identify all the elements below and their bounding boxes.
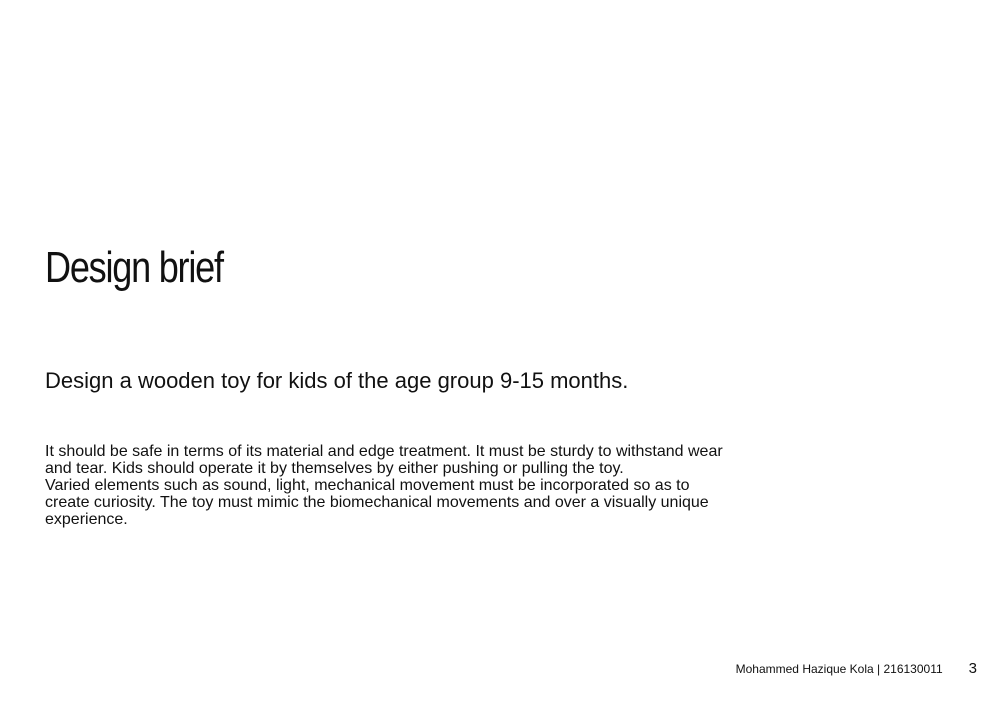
author-credit: Mohammed Hazique Kola | 216130011 bbox=[735, 662, 943, 676]
page-footer bbox=[736, 661, 977, 677]
page-title: Design brief bbox=[45, 243, 223, 292]
brief-description bbox=[45, 443, 735, 528]
brief-paragraph-elements: Varied elements such as sound, light, mechanical movement must be incorporated so as to create curiosity. The toy must mimic the biomechanical movements and over a visually unique experience. bbox=[45, 477, 709, 528]
brief-statement: Design a wooden toy for kids of the age group 9-15 months. bbox=[45, 368, 629, 393]
page-number: 3 bbox=[968, 660, 977, 677]
brief-paragraph-safety: It should be safe in terms of its material and edge treatment. It must be sturdy to withstand wear and tear. Kids should operate it by themselves by either pushing or pulling the toy. bbox=[45, 443, 723, 477]
